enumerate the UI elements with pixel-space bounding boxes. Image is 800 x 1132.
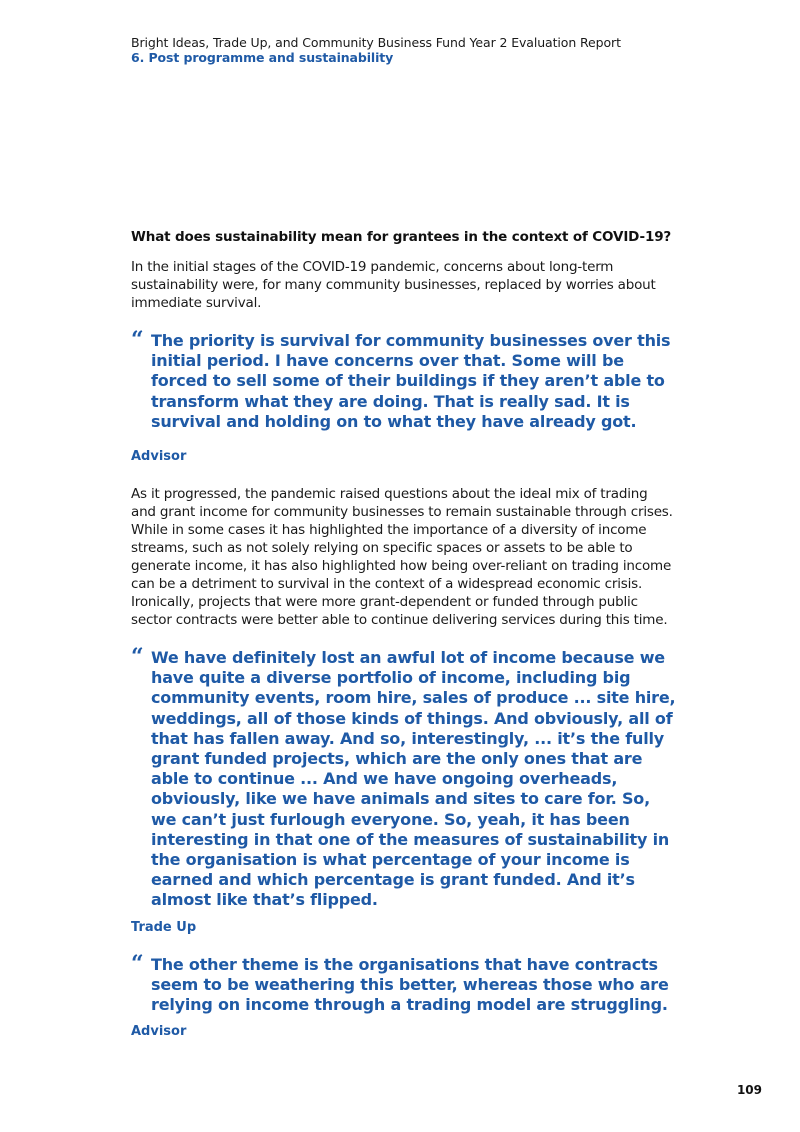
- section-heading: What does sustainability mean for grantees in the context of COVID-19?: [131, 229, 672, 245]
- main-content: [131, 229, 676, 1040]
- quote-text: The priority is survival for community businesses over this initial period. I have concerns over that. Some will be forced to sell some of their buildings if they aren’t able to transform what they are doing. That is really sad. It is survival and holding on to what they have already got.: [151, 331, 671, 431]
- quote-text: We have definitely lost an awful lot of income because we have quite a diverse portfolio of income, including big community events, room hire, sales of produce ... site hire, weddings, all of those kinds of things. And obviously, all of that has fallen away. And so, interestingly, ... it’s the fully grant funded projects, which are the only ones that are able to continue ... And we have ongoing overheads, obviously, like we have animals and sites to care for. So, we can’t just furlough everyone. So, yeah, it has been interesting in that one of the measures of sustainability in the organisation is what percentage of your income is earned and which percentage is grant funded. And it’s almost like that’s flipped.: [151, 648, 676, 910]
- page-number: 109: [736, 1083, 762, 1097]
- pull-quote-1: [131, 327, 676, 432]
- pull-quote-2: [131, 644, 676, 911]
- pull-quote-3: [131, 950, 676, 1016]
- middle-paragraph: As it progressed, the pandemic raised questions about the ideal mix of trading and grant income for community businesses to remain sustainable through crises. While in some cases it has highlighted the importance of a diversity of income streams, such as not solely relying on specific spaces or assets to be able to generate income, it has also highlighted how being over-reliant on trading income can be a detriment to survival in the context of a widespread economic crisis. Ironically, projects that were more grant-dependent or funded through public sector contracts were better able to continue delivering services during this time.: [131, 486, 673, 629]
- quote-mark-icon: “: [131, 327, 144, 353]
- intro-paragraph: In the initial stages of the COVID-19 pandemic, concerns about long-term sustainability were, for many community businesses, replaced by worries about immediate survival.: [131, 259, 656, 311]
- quote-attribution: Trade Up: [131, 919, 197, 935]
- quote-attribution: Advisor: [131, 1024, 187, 1040]
- quote-attribution: Advisor: [131, 449, 187, 465]
- running-header: [131, 35, 731, 65]
- quote-mark-icon: “: [131, 644, 144, 671]
- quote-text: The other theme is the organisations that have contracts seem to be weathering this better, whereas those who are relying on income through a trading model are struggling.: [151, 954, 669, 1015]
- section-title: 6. Post programme and sustainability: [131, 50, 394, 65]
- quote-mark-icon: “: [131, 950, 144, 977]
- document-title: Bright Ideas, Trade Up, and Community Business Fund Year 2 Evaluation Report: [131, 35, 621, 50]
